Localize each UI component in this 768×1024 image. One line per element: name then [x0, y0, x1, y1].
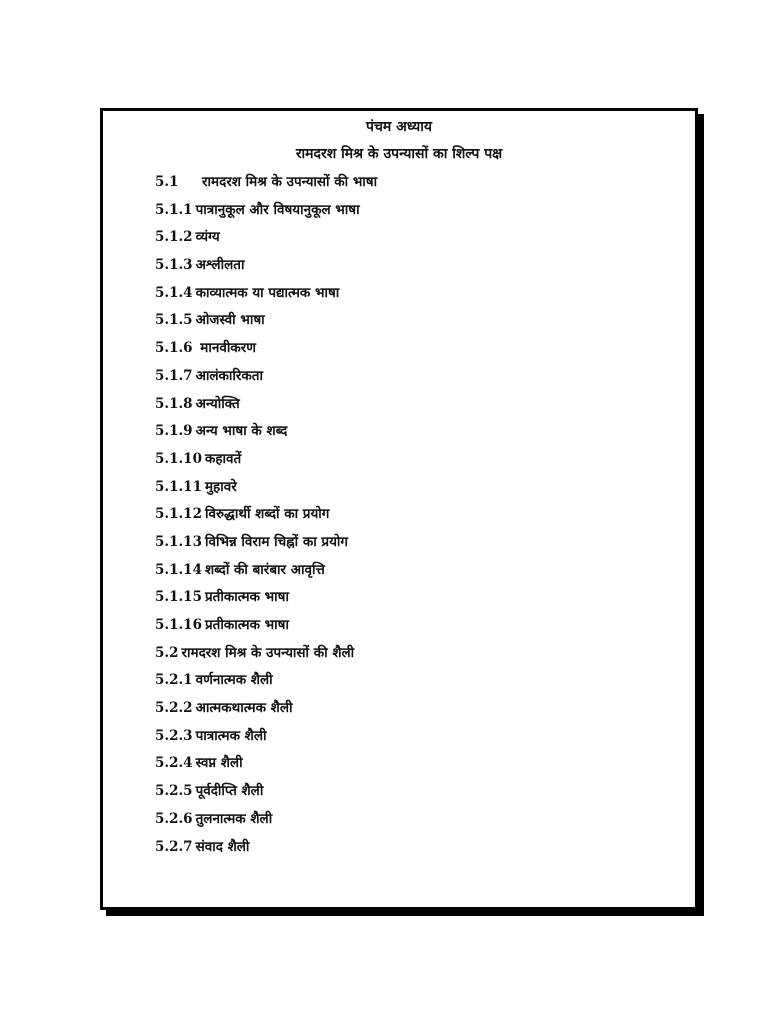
toc-number: 5.1.4: [155, 284, 193, 301]
toc-item: [155, 338, 377, 366]
toc-text: अन्योक्ति: [195, 395, 240, 412]
toc-number: 5.1.11: [155, 478, 202, 495]
toc-number: 5.2.6: [155, 810, 193, 827]
toc-number: 5.2.5: [155, 783, 193, 800]
toc-item: [155, 643, 377, 671]
toc-text: व्यंग्य: [195, 229, 220, 246]
toc-number: 5.1.7: [155, 367, 193, 384]
toc-item: [155, 726, 377, 754]
toc-text: संवाद शैली: [195, 838, 250, 855]
toc-number: 5.2.7: [155, 838, 193, 855]
toc-item: [155, 310, 377, 338]
toc-item: [155, 781, 377, 809]
toc-item: [155, 837, 377, 865]
toc-item: [155, 615, 377, 643]
toc-text: मुहावरे: [204, 478, 237, 495]
table-of-contents: [155, 172, 377, 864]
toc-text: आलंकारिकता: [195, 367, 263, 384]
toc-number: 5.1.8: [155, 395, 193, 412]
toc-number: 5.2: [155, 644, 179, 661]
toc-number: 5.1.6: [155, 340, 193, 357]
toc-number: 5.2.2: [155, 700, 193, 717]
toc-text: अश्लीलता: [195, 257, 245, 274]
toc-text: प्रतीकात्मक भाषा: [204, 617, 289, 633]
toc-text: विरुद्धार्थी शब्दों का प्रयोग: [204, 506, 330, 523]
toc-number: 5.1.12: [155, 506, 202, 523]
toc-number: 5.1.15: [155, 589, 202, 606]
toc-item: [155, 449, 377, 477]
toc-item: [155, 670, 377, 698]
toc-text: शब्दों की बारंबार आवृत्ति: [204, 561, 325, 578]
toc-text: काव्यात्मक या पद्यात्मक भाषा: [195, 284, 340, 301]
toc-text: विभिन्न विराम चिह्नों का प्रयोग: [204, 533, 348, 550]
toc-number: 5.1.16: [155, 617, 202, 633]
toc-number: 5.2.1: [155, 672, 193, 689]
toc-number: 5.1.14: [155, 561, 202, 578]
toc-number: 5.1.13: [155, 533, 202, 550]
toc-item: [155, 255, 377, 283]
toc-number: 5.1.3: [155, 257, 193, 274]
toc-item: [155, 227, 377, 255]
toc-item: [155, 809, 377, 837]
toc-text: मानवीकरण: [195, 340, 257, 357]
toc-item: [155, 698, 377, 726]
page-frame: [100, 108, 698, 910]
toc-text: रामदरश मिश्र के उपन्यासों की भाषा: [202, 174, 378, 190]
toc-number: 5.1.10: [155, 450, 202, 467]
toc-item: [155, 394, 377, 422]
toc-text: स्वप्न शैली: [195, 755, 243, 772]
toc-text: पात्रानुकूल और विषयानुकूल भाषा: [195, 201, 360, 218]
toc-text: पूर्वदीप्ति शैली: [195, 783, 264, 800]
toc-number: 5.1.5: [155, 312, 193, 329]
toc-text: आत्मकथात्मक शैली: [195, 700, 293, 717]
toc-text: तुलनात्मक शैली: [195, 810, 273, 827]
toc-number: 5.2.4: [155, 755, 193, 772]
toc-item: [155, 753, 377, 781]
toc-item: [155, 200, 377, 228]
toc-number: 5.1.2: [155, 229, 193, 246]
toc-number: 5.1: [155, 174, 179, 190]
toc-number: 5.1.9: [155, 423, 193, 440]
toc-item: [155, 283, 377, 311]
toc-item: [155, 366, 377, 394]
toc-item: [155, 477, 377, 505]
toc-text: रामदरश मिश्र के उपन्यासों की शैली: [181, 644, 355, 661]
toc-item: [155, 421, 377, 449]
chapter-heading: पंचम अध्याय: [366, 119, 432, 135]
toc-number: 5.2.3: [155, 727, 193, 744]
toc-item: [155, 172, 377, 200]
toc-text: वर्णनात्मक शैली: [195, 672, 273, 689]
toc-number: 5.1.1: [155, 201, 193, 218]
toc-text: प्रतीकात्मक भाषा: [204, 589, 289, 606]
toc-item: [155, 532, 377, 560]
toc-text: अन्य भाषा के शब्द: [195, 423, 288, 440]
toc-item: [155, 560, 377, 588]
toc-text: पात्रात्मक शैली: [195, 727, 267, 744]
toc-text: ओजस्वी भाषा: [195, 312, 265, 329]
toc-text: कहावतें: [204, 450, 242, 467]
toc-item: [155, 504, 377, 532]
chapter-title: रामदरश मिश्र के उपन्यासों का शिल्प पक्ष: [295, 146, 503, 162]
toc-item: [155, 587, 377, 615]
